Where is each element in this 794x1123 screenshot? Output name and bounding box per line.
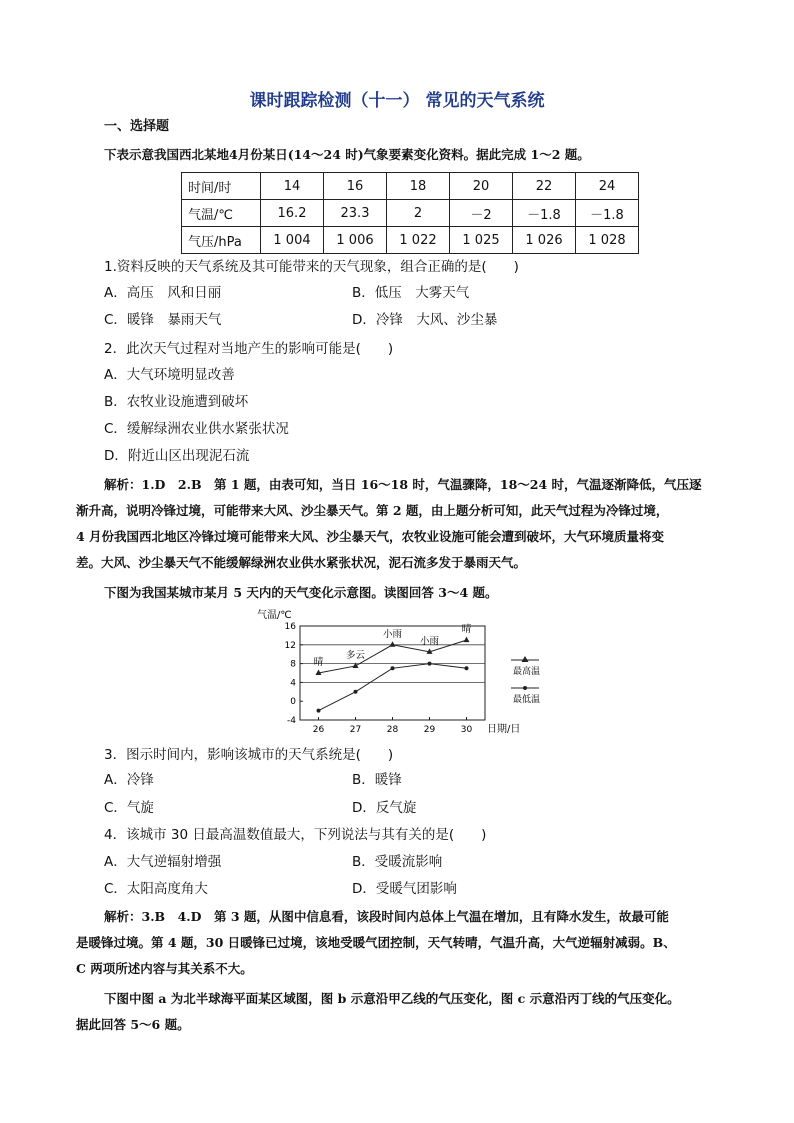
answer-line: 差。大风、沙尘暴天气不能缓解绿洲农业供水紧张状况，泥石流多发于暴雨天气。 — [76, 555, 527, 570]
table-cell: 1 022 — [387, 227, 450, 254]
weather-label: 晴 — [461, 624, 472, 636]
table-row — [182, 200, 639, 227]
intro-q5-6 — [76, 986, 720, 1038]
intro-line: 据此回答 5～6 题。 — [76, 1017, 190, 1032]
question-1-stem: 1.资料反映的天气系统及其可能带来的天气现象，组合正确的是( ) — [104, 259, 519, 275]
table-cell: 1 028 — [576, 227, 639, 254]
x-tick-label: 26 — [312, 725, 325, 735]
table-cell: 时间/时 — [182, 173, 261, 200]
q4-option-a: A．大气逆辐射增强 — [104, 854, 222, 870]
page-title: 课时跟踪检测（十一） 常见的天气系统 — [249, 91, 545, 111]
q1-option-b: B．低压 大雾天气 — [352, 285, 470, 301]
question-4-stem: 4．该城市 30 日最高温数值最大，下列说法与其有关的是( ) — [104, 827, 487, 843]
table-cell: 23.3 — [324, 200, 387, 227]
x-tick-label: 29 — [423, 725, 436, 735]
y-tick-label: -4 — [287, 716, 296, 726]
table-cell: －1.8 — [576, 200, 639, 227]
q4-option-c: C．太阳高度角大 — [104, 881, 208, 897]
data-point-min — [391, 666, 395, 670]
q2-option-d: D．附近山区出现泥石流 — [104, 448, 250, 464]
table-cell: 气温/℃ — [182, 200, 261, 227]
question-3-stem: 3．图示时间内，影响该城市的天气系统是( ) — [104, 747, 394, 763]
answer-q1-2 — [76, 472, 720, 576]
data-point-min — [428, 662, 432, 666]
x-tick-label: 30 — [460, 725, 473, 735]
table-cell: 14 — [261, 173, 324, 200]
y-tick-label: 0 — [290, 697, 296, 708]
temperature-chart — [255, 606, 555, 736]
table-cell: 22 — [513, 173, 576, 200]
y-tick-label: 8 — [290, 659, 296, 670]
chart-legend — [511, 656, 540, 705]
intro-q1-2: 下表示意我国西北某地4月份某日(14～24 时)气象要素变化资料。据此完成 1～2 题。 — [104, 147, 590, 162]
x-tick-label: 27 — [349, 725, 362, 735]
table-cell: 1 004 — [261, 227, 324, 254]
x-axis-label: 日期/日 — [487, 724, 521, 735]
legend-label-max: 最高温 — [513, 667, 541, 677]
q3-option-c: C．气旋 — [104, 800, 154, 816]
q2-option-b: B．农牧业设施遭到破坏 — [104, 394, 249, 410]
data-point-min — [317, 709, 321, 713]
table-cell: 1 026 — [513, 227, 576, 254]
y-axis-label: 气温/℃ — [257, 610, 292, 621]
answer-line: 解析：3.B 4.D 第 3 题，从图中信息看，该段时间内总体上气温在增加，且有降水发生，故最可能 — [104, 909, 669, 924]
legend-marker-max — [522, 656, 529, 662]
answer-line: 解析：1.D 2.B 第 1 题，由表可知，当日 16～18 时，气温骤降，18～24 时，气温逐渐降低，气压逐 — [104, 477, 702, 492]
series-line-min — [319, 664, 467, 711]
weather-label: 小雨 — [419, 635, 440, 647]
table-row — [182, 227, 639, 254]
q4-option-b: B．受暖流影响 — [352, 854, 443, 870]
table-cell: 1 025 — [450, 227, 513, 254]
q2-option-c: C．缓解绿洲农业供水紧张状况 — [104, 421, 289, 437]
q3-option-a: A．冷锋 — [104, 772, 154, 788]
table-cell: 18 — [387, 173, 450, 200]
weather-data-table — [181, 172, 639, 254]
y-tick-label: 4 — [290, 678, 296, 689]
legend-label-min: 最低温 — [513, 695, 541, 705]
section-heading: 一、选择题 — [104, 119, 170, 134]
table-row — [182, 173, 639, 200]
table-cell: 24 — [576, 173, 639, 200]
data-point-min — [465, 666, 469, 670]
data-point-max — [464, 637, 470, 643]
answer-line: 渐升高，说明冷锋过境，可能带来大风、沙尘暴天气。第 2 题，由上题分析可知，此天气过程为冷锋过境， — [76, 503, 669, 518]
answer-line: 4 月份我国西北地区冷锋过境可能带来大风、沙尘暴天气，农牧业设施可能会遭到破坏，大气环境质量将变 — [76, 529, 665, 544]
weather-label: 多云 — [345, 649, 366, 661]
q3-option-b: B．暖锋 — [352, 772, 402, 788]
y-tick-label: 12 — [284, 640, 296, 651]
intro-line: 下图中图 a 为北半球海平面某区域图，图 b 示意沿甲乙线的气压变化，图 c 示意沿丙丁线的气压变化。 — [104, 991, 680, 1006]
data-point-max — [390, 641, 396, 647]
intro-q3-4: 下图为我国某城市某月 5 天内的天气变化示意图。读图回答 3～4 题。 — [104, 585, 498, 600]
answer-line: 是暖锋过境。第 4 题，30 日暖锋已过境，该地受暖气团控制，天气转晴，气温升高，大气逆辐射减弱。B、 — [76, 935, 676, 950]
table-cell: －1.8 — [513, 200, 576, 227]
q1-option-a: A．高压 风和日丽 — [104, 285, 222, 301]
legend-marker-min — [523, 686, 527, 690]
q3-option-d: D．反气旋 — [352, 800, 417, 816]
x-tick-label: 28 — [386, 725, 399, 735]
table-cell: 20 — [450, 173, 513, 200]
table-cell: 2 — [387, 200, 450, 227]
question-2-stem: 2．此次天气过程对当地产生的影响可能是( ) — [104, 341, 394, 357]
weather-label: 晴 — [313, 657, 324, 668]
table-cell: 气压/hPa — [182, 227, 261, 254]
data-point-min — [354, 690, 358, 694]
chart-series — [313, 637, 470, 713]
q1-option-d: D．冷锋 大风、沙尘暴 — [352, 312, 498, 328]
table-cell: －2 — [450, 200, 513, 227]
y-tick-label: 16 — [284, 622, 296, 632]
table-cell: 16 — [324, 173, 387, 200]
table-cell: 16.2 — [261, 200, 324, 227]
weather-label: 小雨 — [382, 628, 403, 640]
q4-option-d: D．受暖气团影响 — [352, 881, 457, 897]
q2-option-a: A．大气环境明显改善 — [104, 367, 235, 383]
table-cell: 1 006 — [324, 227, 387, 254]
chart-ticks — [285, 622, 473, 735]
answer-q3-4 — [76, 904, 720, 982]
answer-line: C 两项所述内容与其关系不大。 — [76, 961, 253, 976]
q1-option-c: C．暖锋 暴雨天气 — [104, 312, 222, 328]
